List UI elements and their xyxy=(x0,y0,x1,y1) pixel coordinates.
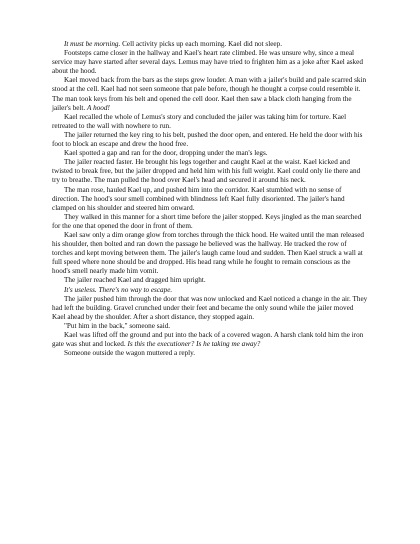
paragraph xyxy=(52,213,368,231)
paragraph xyxy=(52,49,368,76)
italic-text: It must be morning. xyxy=(64,40,121,48)
paragraph-text: Someone outside the wagon muttered a reply. xyxy=(64,349,196,358)
paragraph-text: Kael was lifted off the ground and put into the back of a covered wagon. A harsh clank told him the iron gate was shut and locked. xyxy=(52,331,364,349)
paragraph-text: The jailer reacted faster. He brought his legs together and caught Kael at the waist. Kael kicked and twisted to break free, but the jailer dropped and held him with his full weight. Kael could only lie there and try to breathe. The man pulled the hood over Kael's head and secured it around his neck. xyxy=(52,158,361,185)
paragraph xyxy=(52,113,368,131)
paragraph-text: Kael saw only a dim orange glow from torches through the thick hood. He waited until the man released his shoulder, then bolted and ran down the passage he believed was the hallway. He tracked the row of torches and kept moving between them. The jailer's laugh came loud and sudden. Then Kael struck a wall at full speed where none should be and dropped. His head rang while he fought to remain conscious as the hood's smell nearly made him vomit. xyxy=(52,230,364,276)
paragraph xyxy=(52,40,368,49)
paragraph xyxy=(52,331,368,349)
paragraph-text: Kael moved back from the bars as the steps grew louder. A man with a jailer's build and pale scarred skin stood at the cell. Kael had not seen someone that pale before, though he thought a corpse could resemble it. The man took keys from his belt and opened the cell door. Kael then saw a black cloth hanging from the jailer's belt. xyxy=(52,76,367,112)
paragraph-text: Footsteps came closer in the hallway and Kael's heart rate climbed. He was unsure why, since a meal service may have started after several days. Lemus may have tried to frighten him as a joke after Kael asked about the hood. xyxy=(52,49,363,76)
italic-text: A hood! xyxy=(87,103,110,112)
paragraph-text: The jailer reached Kael and dragged him upright. xyxy=(64,276,206,285)
paragraph-text: The man rose, hauled Kael up, and pushed him into the corridor. Kael stumbled with no sense of direction. The hood's sour smell combined with blindness left Kael fully disoriented. The jailer's hand clamped on his shoulder and steered him onward. xyxy=(52,185,345,212)
paragraph xyxy=(52,231,368,276)
paragraph xyxy=(52,322,368,331)
paragraph xyxy=(52,286,368,295)
paragraph-text: The jailer pushed him through the door that was now unlocked and Kael noticed a change in the air. They had left the building. Gravel crunched under their feet and became the only sound while the jailer moved Kael ahead by the shoulder. After a short distance, they stopped again. xyxy=(52,294,368,321)
italic-text: Is this the executioner? Is he taking me away? xyxy=(127,340,261,349)
paragraph xyxy=(52,158,368,185)
paragraph xyxy=(52,349,368,358)
paragraph-text: Kael spotted a gap and ran for the door, dropping under the man's legs. xyxy=(64,149,268,158)
body-text xyxy=(52,40,368,358)
paragraph-text: The jailer returned the key ring to his belt, pushed the door open, and entered. He held the door with his foot to block an escape and drew the hood free. xyxy=(52,130,363,149)
italic-text: It's useless. There's no way to escape. xyxy=(64,285,173,294)
paragraph-text: Cell activity picks up each morning. Kael did not sleep. xyxy=(120,40,282,48)
paragraph xyxy=(52,276,368,285)
paragraph-text: They walked in this manner for a short time before the jailer stopped. Keys jingled as the man searched for the one that opened the door in front of them. xyxy=(52,212,362,230)
paragraph xyxy=(52,76,368,112)
paragraph-text: Kael recalled the whole of Lemus's story and concluded the jailer was taking him for torture. Kael retreated to the wall with nowhere to run. xyxy=(52,112,347,130)
paragraph xyxy=(52,149,368,158)
paragraph xyxy=(52,131,368,149)
paragraph-text: "Put him in the back," someone said. xyxy=(64,321,171,330)
paragraph xyxy=(52,295,368,322)
paragraph xyxy=(52,186,368,213)
